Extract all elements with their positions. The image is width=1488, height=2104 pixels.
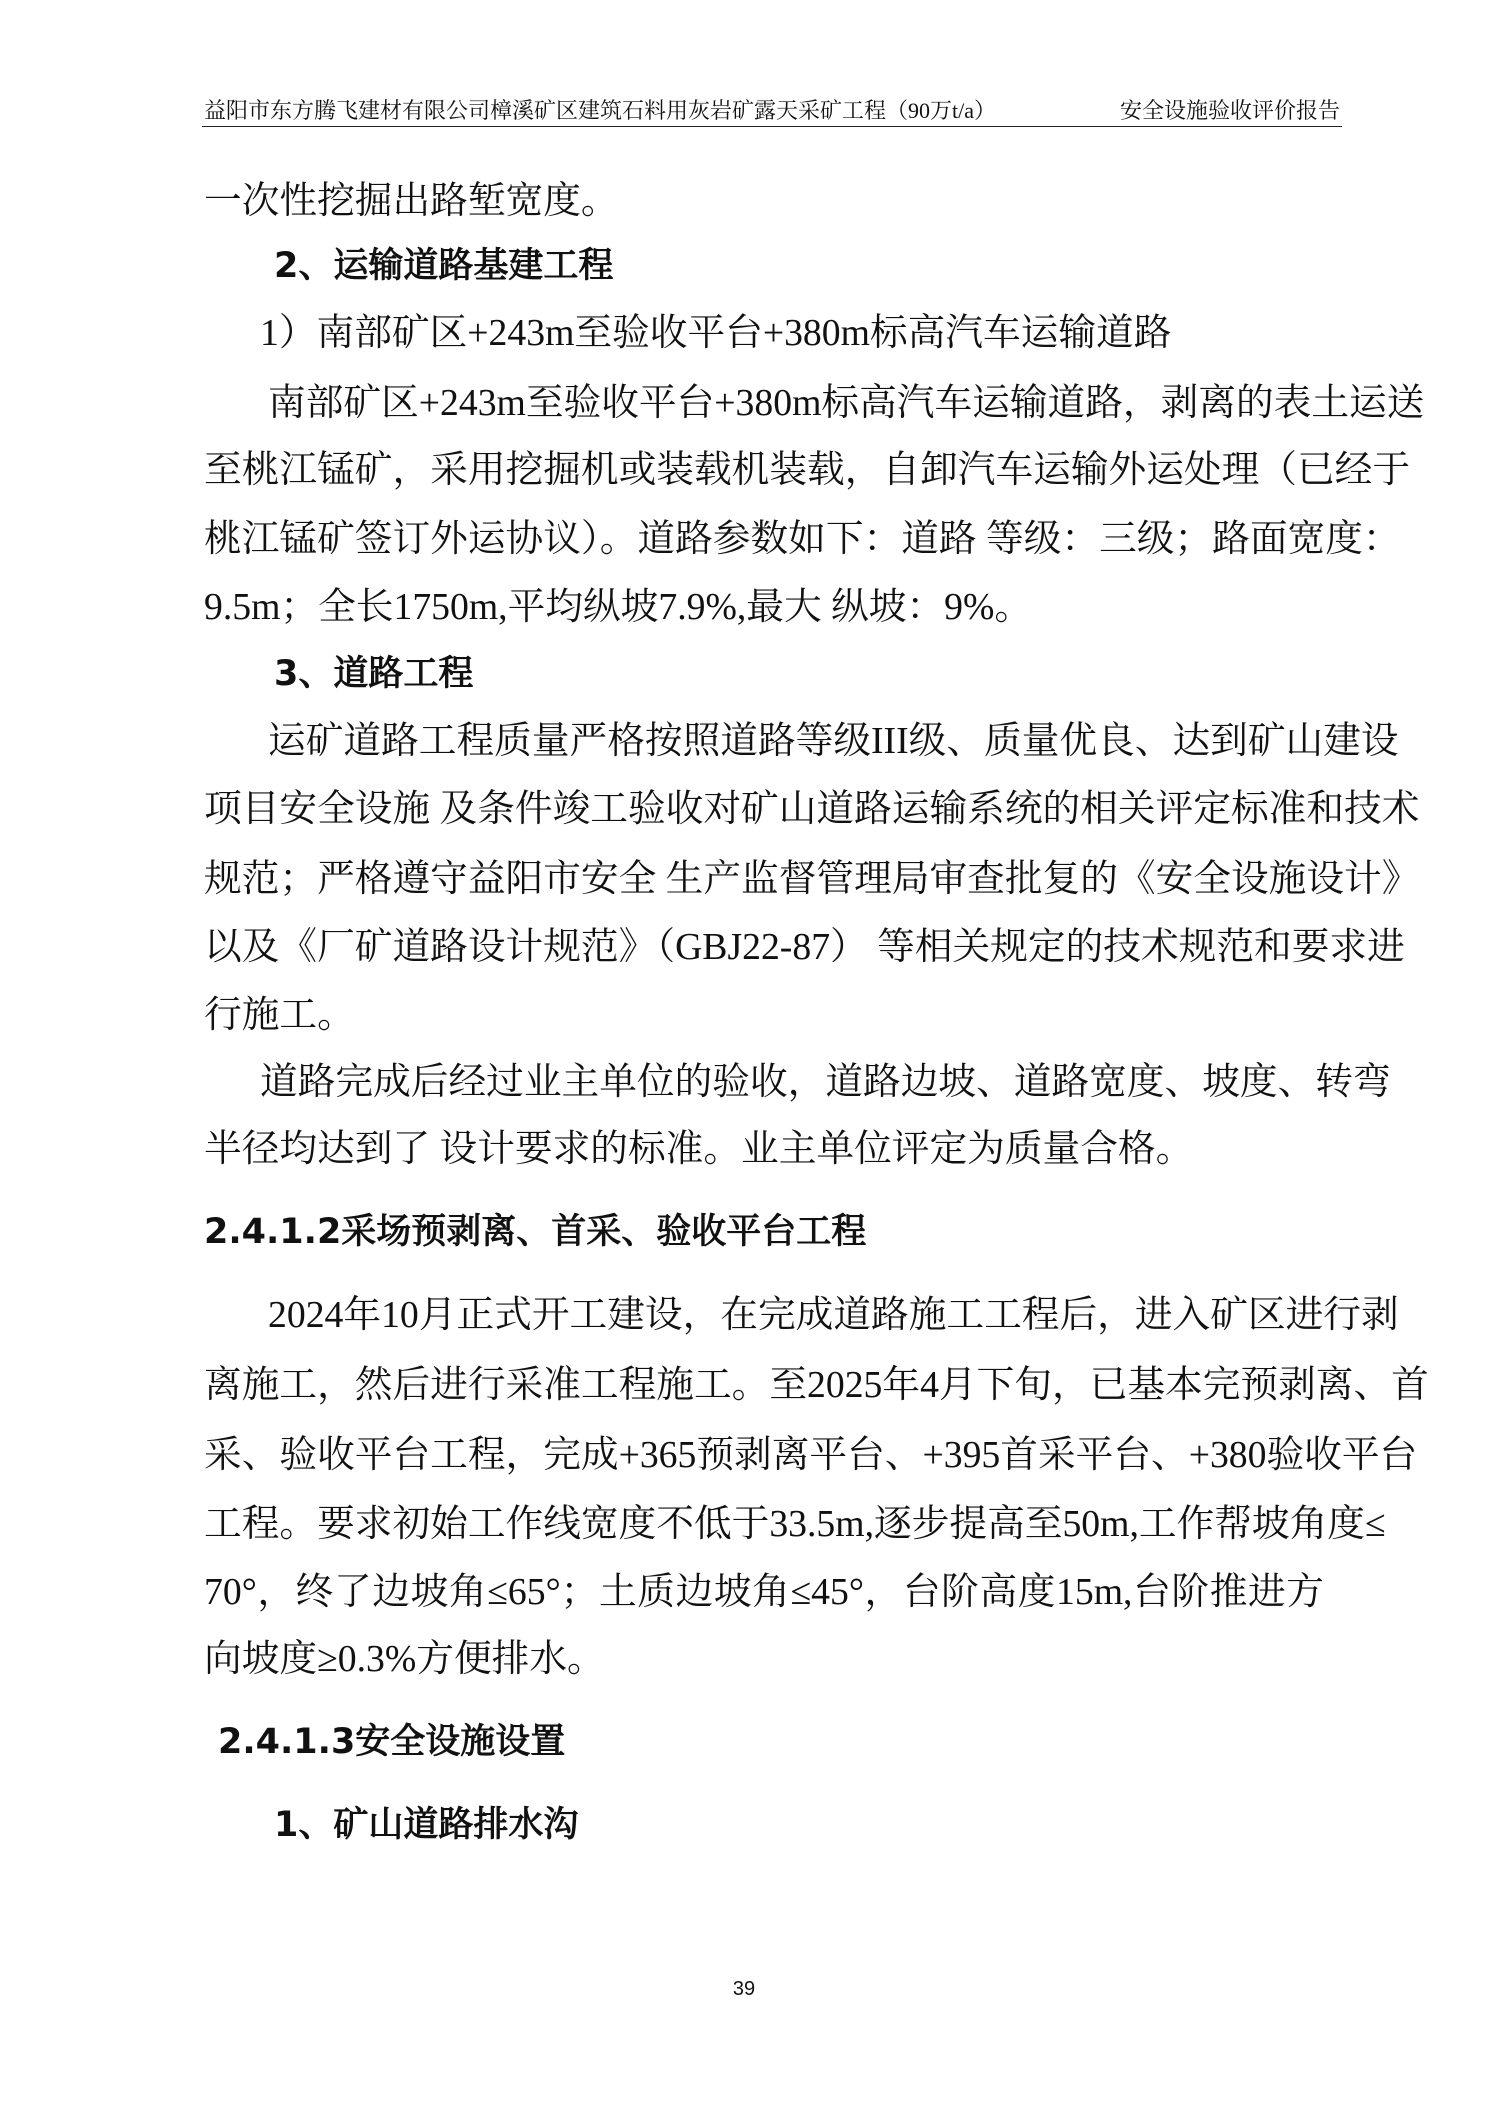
body-line: 离施工，然后进行采准工程施工。至2025年4月下旬，已基本完预剥离、首 xyxy=(204,1364,1429,1406)
section-heading: 2.4.1.2采场预剥离、首采、验收平台工程 xyxy=(204,1212,867,1252)
subsection-heading: 1）南部矿区+243m至验收平台+380m标高汽车运输道路 xyxy=(260,312,1172,354)
section-heading: 3、道路工程 xyxy=(274,654,474,694)
body-line: 9.5m；全长1750m,平均纵坡7.9%,最大 纵坡：9%。 xyxy=(204,586,1033,628)
body-line: 桃江锰矿签订外运协议）。道路参数如下：道路 等级：三级；路面宽度： xyxy=(204,518,1401,560)
body-line: 向坡度≥0.3%方便排水。 xyxy=(204,1638,605,1680)
section-heading: 2.4.1.3安全设施设置 xyxy=(218,1722,566,1762)
header-divider xyxy=(202,126,1342,127)
body-line: 70°，终了边坡角≤65°；土质边坡角≤45°，台阶高度15m,台阶推进方 xyxy=(204,1571,1324,1613)
body-line: 至桃江锰矿，采用挖掘机或装载机装载，自卸汽车运输外运处理（已经于 xyxy=(204,449,1411,491)
body-line: 规范；严格遵守益阳市安全 生产监督管理局审查批复的《安全设施设计》 xyxy=(204,858,1420,900)
section-heading: 2、运输道路基建工程 xyxy=(274,246,614,286)
header-report-title: 安全设施验收评价报告 xyxy=(1119,98,1340,123)
body-line: 一次性挖掘出路堑宽度。 xyxy=(204,180,619,222)
body-line: 以及《厂矿道路设计规范》（GBJ22-87） 等相关规定的技术规范和要求进 xyxy=(204,926,1405,968)
section-heading: 1、矿山道路排水沟 xyxy=(274,1805,579,1845)
body-line: 半径均达到了 设计要求的标准。业主单位评定为质量合格。 xyxy=(204,1128,1194,1170)
body-line: 道路完成后经过业主单位的验收，道路边坡、道路宽度、坡度、转弯 xyxy=(260,1061,1391,1103)
header-document-title: 益阳市东方腾飞建材有限公司樟溪矿区建筑石料用灰岩矿露天采矿工程（90万t/a） xyxy=(204,98,996,123)
body-line: 行施工。 xyxy=(204,994,355,1036)
body-line: 工程。要求初始工作线宽度不低于33.5m,逐步提高至50m,工作帮坡角度≤ xyxy=(204,1503,1386,1545)
body-line: 南部矿区+243m至验收平台+380m标高汽车运输道路，剥离的表土运送 xyxy=(268,382,1425,424)
body-line: 项目安全设施 及条件竣工验收对矿山道路运输系统的相关评定标准和技术 xyxy=(204,788,1420,830)
body-line: 运矿道路工程质量严格按照道路等级III级、质量优良、达到矿山建设 xyxy=(268,720,1399,762)
body-line: 2024年10月正式开工建设，在完成道路施工工程后，进入矿区进行剥 xyxy=(268,1294,1399,1336)
page-number: 39 xyxy=(732,1978,756,2000)
body-line: 采、验收平台工程，完成+365预剥离平台、+395首采平台、+380验收平台 xyxy=(204,1434,1418,1476)
